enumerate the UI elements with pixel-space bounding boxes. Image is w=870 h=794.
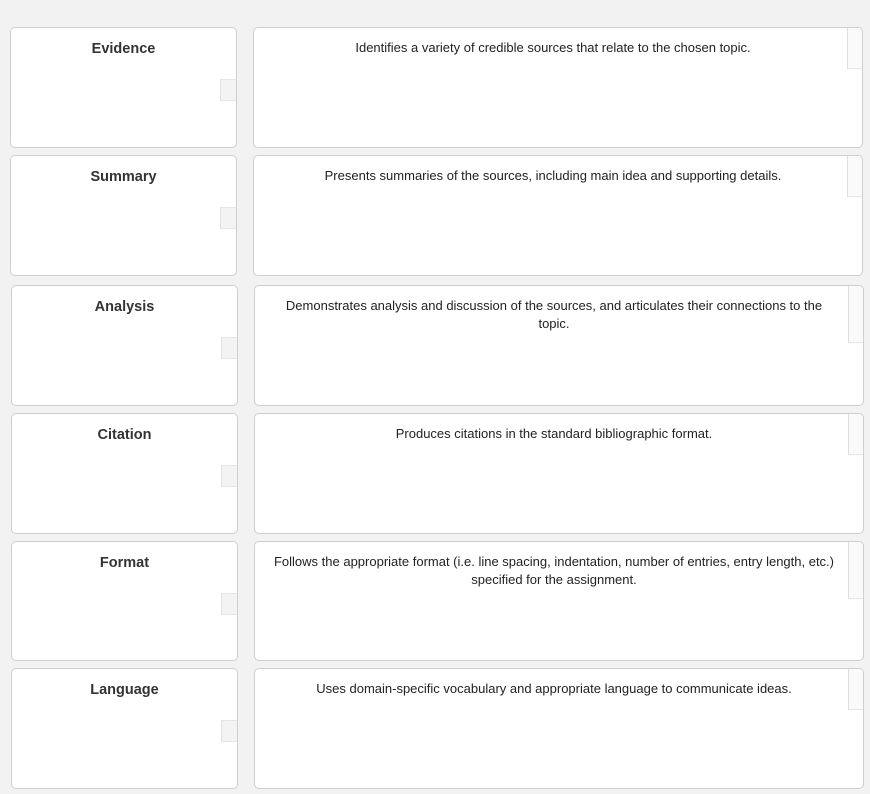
drop-target-slot[interactable]: [848, 414, 863, 455]
drop-target-slot[interactable]: [848, 286, 863, 343]
criterion-card-summary[interactable]: [10, 155, 237, 276]
description-card-citation[interactable]: [254, 413, 864, 534]
drag-handle[interactable]: [220, 79, 236, 101]
description-card-language[interactable]: [254, 668, 864, 789]
criterion-label: Evidence: [91, 41, 156, 57]
criterion-label: Analysis: [94, 299, 155, 315]
description-text: Identifies a variety of credible sources that relate to the chosen topic.: [355, 40, 751, 55]
criterion-label: Citation: [97, 427, 152, 443]
criterion-card-citation[interactable]: [11, 413, 238, 534]
description-card-evidence[interactable]: [253, 27, 863, 148]
drag-handle[interactable]: [221, 593, 237, 615]
drop-target-slot[interactable]: [847, 156, 862, 197]
drop-target-slot[interactable]: [848, 669, 863, 710]
description-card-analysis[interactable]: [254, 285, 864, 406]
drag-handle[interactable]: [220, 207, 236, 229]
description-text: Follows the appropriate format (i.e. line spacing, indentation, number of entries, entry length, etc.) specified for the assignment.: [273, 554, 834, 587]
drag-handle[interactable]: [221, 720, 237, 742]
criterion-card-evidence[interactable]: [10, 27, 237, 148]
criterion-label: Format: [99, 555, 150, 571]
drag-handle[interactable]: [221, 465, 237, 487]
description-text: Uses domain-specific vocabulary and appropriate language to communicate ideas.: [316, 681, 792, 696]
description-card-summary[interactable]: [253, 155, 863, 276]
drop-target-slot[interactable]: [847, 28, 862, 69]
criterion-label: Language: [90, 682, 159, 698]
criterion-card-analysis[interactable]: [11, 285, 238, 406]
description-card-format[interactable]: [254, 541, 864, 661]
criterion-label: Summary: [90, 169, 157, 185]
drop-target-slot[interactable]: [848, 542, 863, 599]
criterion-card-format[interactable]: [11, 541, 238, 661]
criterion-card-language[interactable]: [11, 668, 238, 789]
description-text: Demonstrates analysis and discussion of the sources, and articulates their connections to the topic.: [285, 298, 823, 331]
description-text: Presents summaries of the sources, including main idea and supporting details.: [324, 168, 782, 183]
drag-handle[interactable]: [221, 337, 237, 359]
description-text: Produces citations in the standard bibliographic format.: [395, 426, 713, 441]
